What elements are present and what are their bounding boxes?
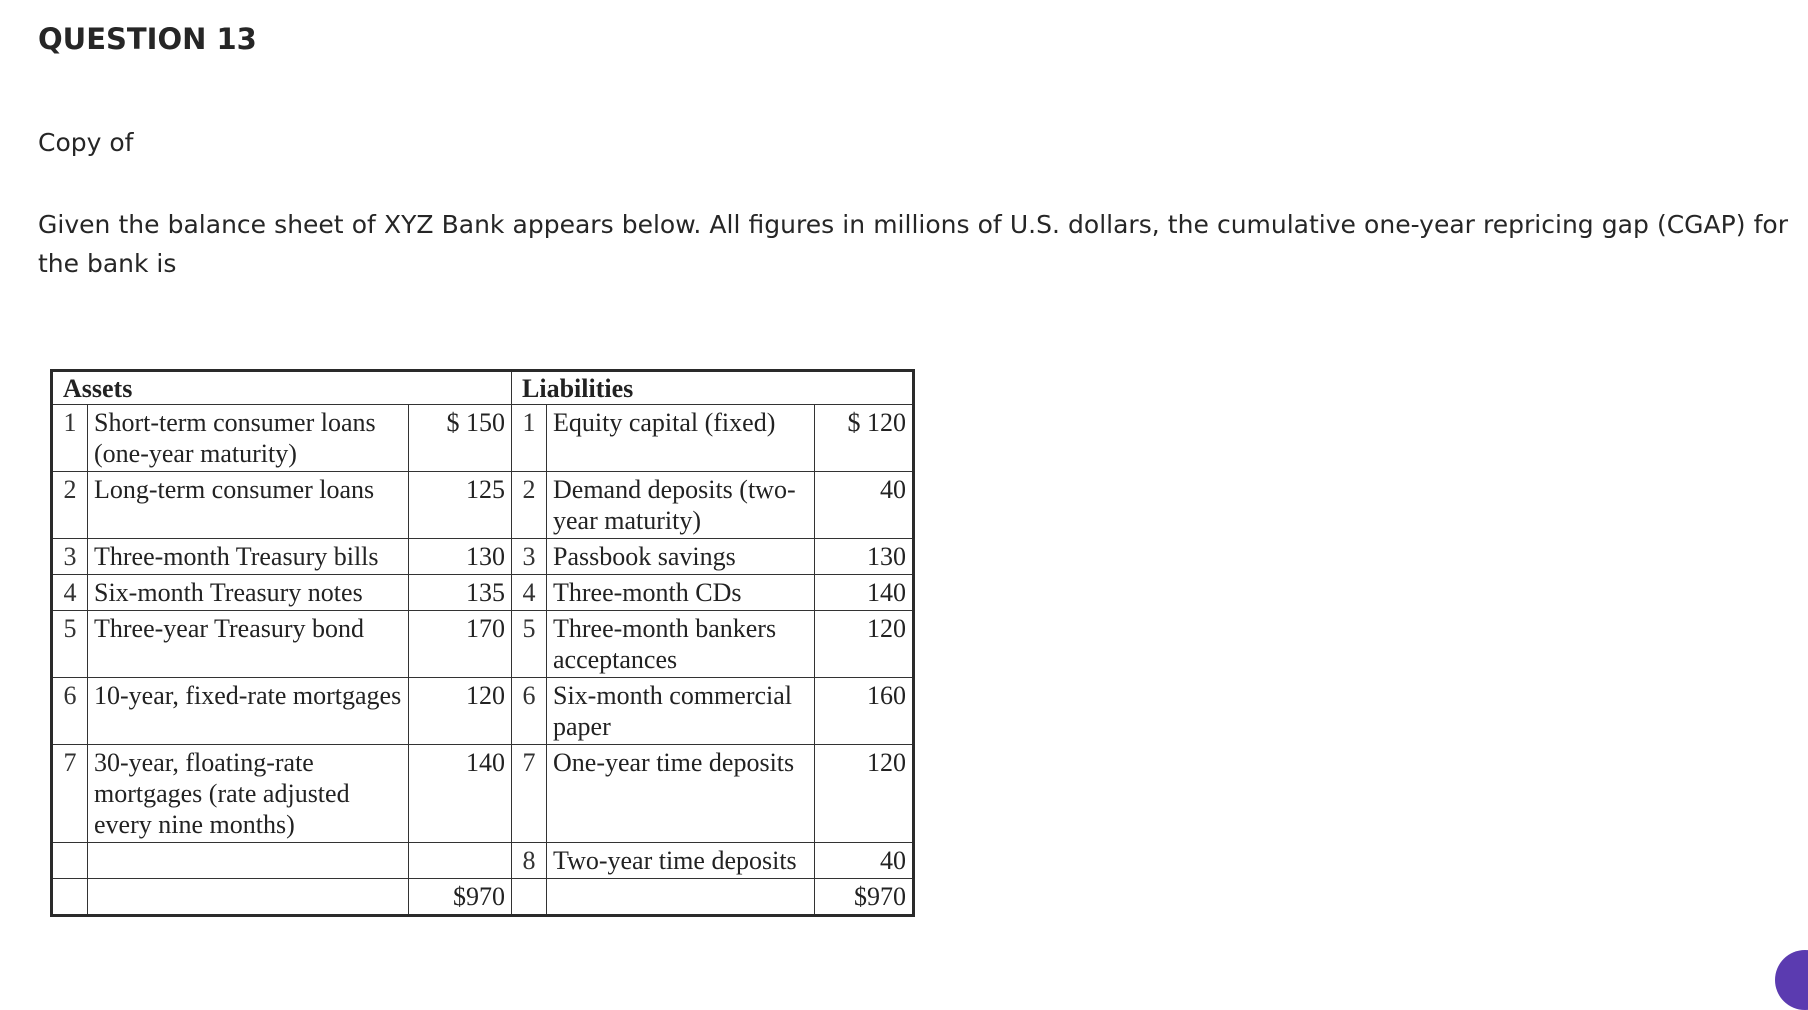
- table-row: [52, 575, 914, 611]
- liability-number: 8: [512, 843, 547, 879]
- liabilities-total: $970: [815, 879, 914, 916]
- asset-amount: 135: [409, 575, 512, 611]
- liability-number: 5: [512, 611, 547, 678]
- asset-number: 1: [52, 405, 88, 472]
- asset-number: 6: [52, 678, 88, 745]
- asset-description: Six-month Treasury notes: [88, 575, 409, 611]
- liability-amount: 160: [815, 678, 914, 745]
- asset-description: Long-term consumer loans: [88, 472, 409, 539]
- table-row: [52, 745, 914, 843]
- liability-amount: 120: [815, 611, 914, 678]
- liability-description: [547, 879, 815, 916]
- asset-number: 3: [52, 539, 88, 575]
- balance-sheet: [50, 369, 915, 917]
- asset-description: Three-year Treasury bond: [88, 611, 409, 678]
- table-row: [52, 405, 914, 472]
- asset-description: Three-month Treasury bills: [88, 539, 409, 575]
- liability-amount: 130: [815, 539, 914, 575]
- asset-number: [52, 879, 88, 916]
- liability-amount: 120: [815, 745, 914, 843]
- asset-number: 2: [52, 472, 88, 539]
- liability-description: Three-month CDs: [547, 575, 815, 611]
- asset-number: 7: [52, 745, 88, 843]
- liability-number: 2: [512, 472, 547, 539]
- liability-amount: $ 120: [815, 405, 914, 472]
- asset-number: 4: [52, 575, 88, 611]
- asset-amount: 170: [409, 611, 512, 678]
- question-subtitle: Copy of: [38, 128, 134, 157]
- liability-description: Six-month commercial paper: [547, 678, 815, 745]
- table-row: [52, 843, 914, 879]
- totals-row: [52, 879, 914, 916]
- asset-amount: [409, 843, 512, 879]
- asset-amount: $ 150: [409, 405, 512, 472]
- liability-number: 6: [512, 678, 547, 745]
- asset-description: Short-term consumer loans (one-year maturity): [88, 405, 409, 472]
- assets-total: $970: [409, 879, 512, 916]
- liability-description: Equity capital (fixed): [547, 405, 815, 472]
- asset-description: [88, 879, 409, 916]
- asset-description: 30-year, floating-rate mortgages (rate adjusted every nine months): [88, 745, 409, 843]
- liabilities-header: Liabilities: [512, 371, 914, 405]
- table-row: [52, 678, 914, 745]
- asset-amount: 125: [409, 472, 512, 539]
- asset-description: [88, 843, 409, 879]
- liability-number: 7: [512, 745, 547, 843]
- asset-amount: 120: [409, 678, 512, 745]
- balance-sheet-table: [50, 369, 915, 917]
- table-row: [52, 472, 914, 539]
- liability-description: Passbook savings: [547, 539, 815, 575]
- asset-number: [52, 843, 88, 879]
- asset-number: 5: [52, 611, 88, 678]
- liability-number: 4: [512, 575, 547, 611]
- liability-amount: 40: [815, 472, 914, 539]
- asset-description: 10-year, fixed-rate mortgages: [88, 678, 409, 745]
- liability-number: 3: [512, 539, 547, 575]
- liability-description: Two-year time deposits: [547, 843, 815, 879]
- liability-number: 1: [512, 405, 547, 472]
- liability-description: Demand deposits (two-year maturity): [547, 472, 815, 539]
- asset-amount: 130: [409, 539, 512, 575]
- liability-amount: 40: [815, 843, 914, 879]
- question-title: QUESTION 13: [38, 22, 257, 56]
- liability-number: [512, 879, 547, 916]
- balance-sheet-header-row: [52, 371, 914, 405]
- corner-widget[interactable]: [1775, 950, 1808, 1010]
- liability-description: One-year time deposits: [547, 745, 815, 843]
- asset-amount: 140: [409, 745, 512, 843]
- question-body: Given the balance sheet of XYZ Bank appears below. All figures in millions of U.S. dollars, the cumulative one-year repricing gap (CGAP) for the bank is: [38, 210, 1788, 278]
- table-row: [52, 539, 914, 575]
- liability-amount: 140: [815, 575, 914, 611]
- assets-header: Assets: [52, 371, 512, 405]
- liability-description: Three-month bankers acceptances: [547, 611, 815, 678]
- table-row: [52, 611, 914, 678]
